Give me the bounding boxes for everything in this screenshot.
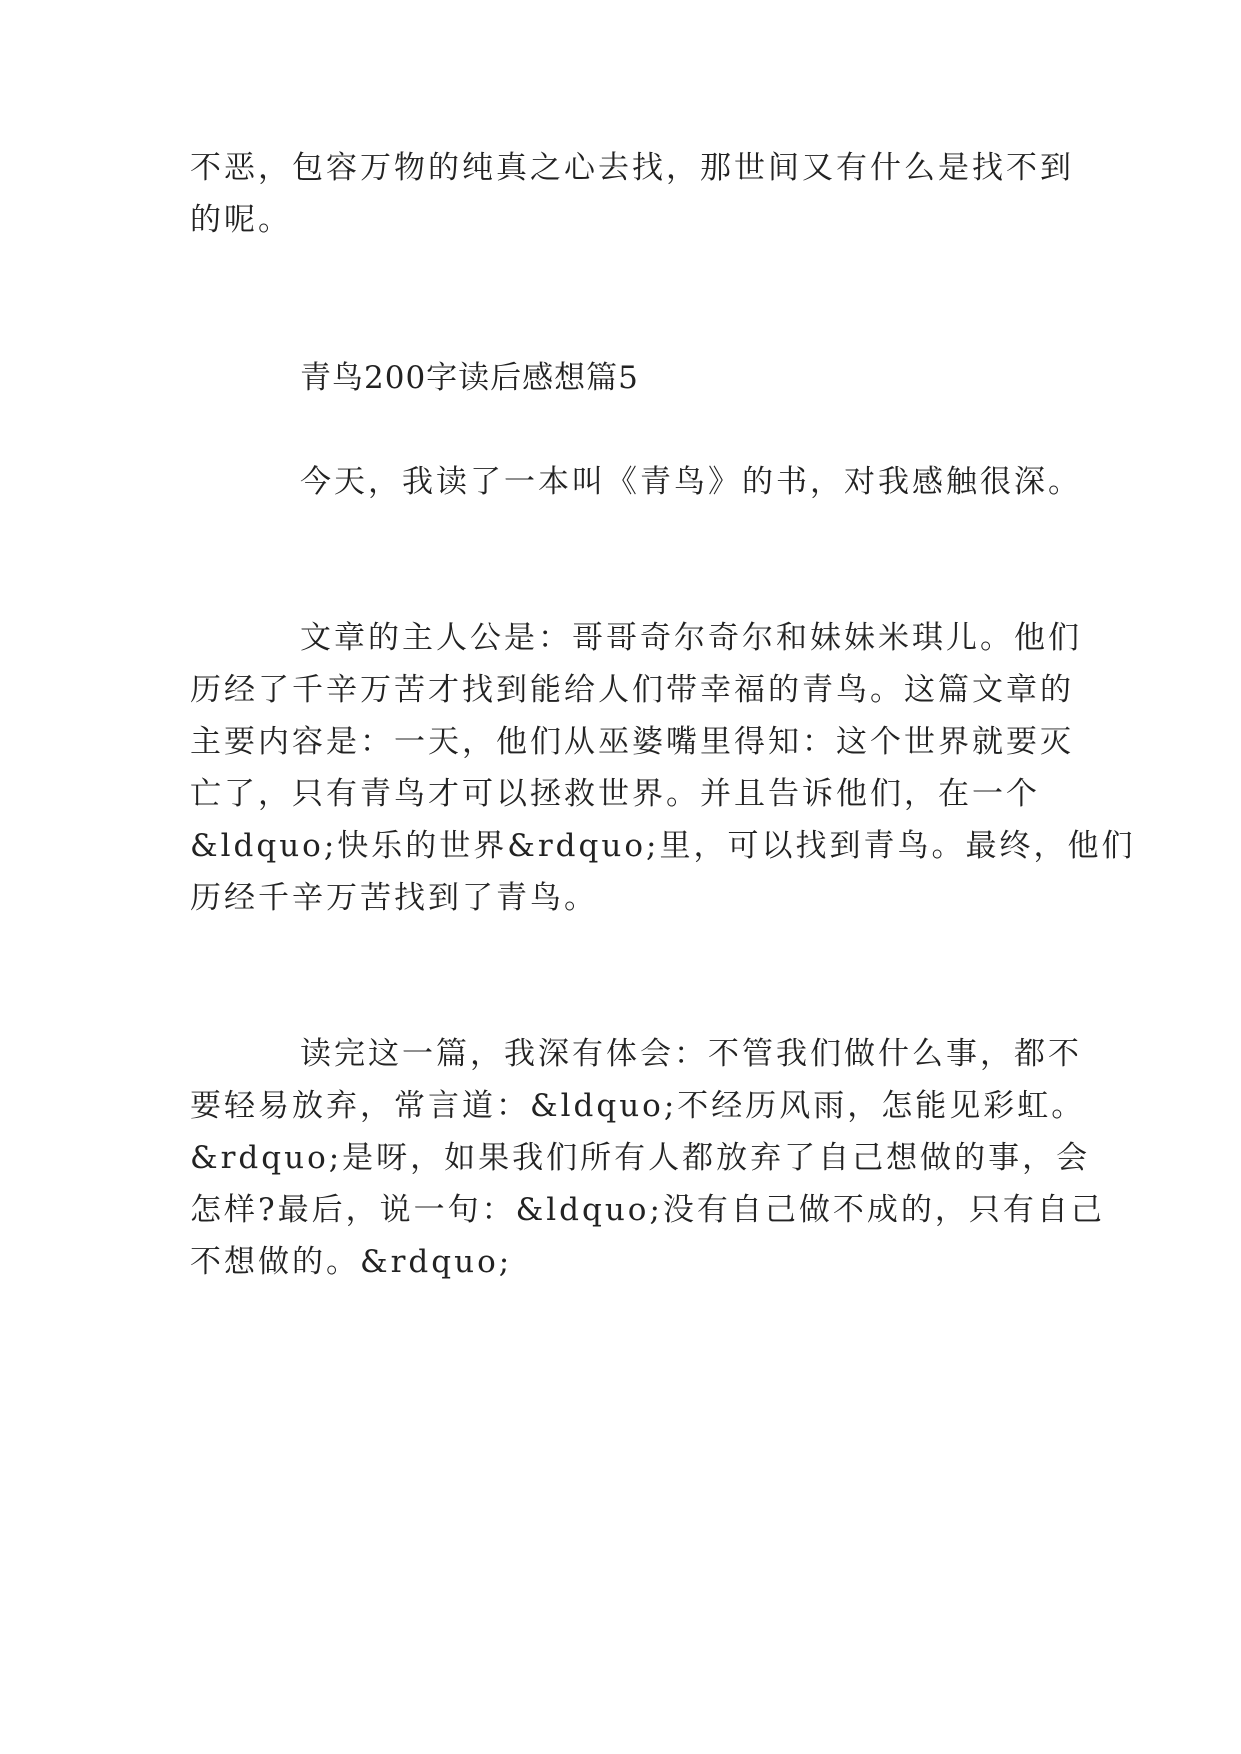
text-line: &ldquo;快乐的世界&rdquo;里，可以找到青鸟。最终，他们 bbox=[190, 828, 1136, 864]
text-line: 怎样?最后，说一句：&ldquo;没有自己做不成的，只有自己 bbox=[190, 1192, 1105, 1228]
text-line: 读完这一篇，我深有体会：不管我们做什么事，都不 bbox=[300, 1036, 1082, 1072]
text-line: 不想做的。&rdquo; bbox=[190, 1244, 513, 1280]
text-line: 文章的主人公是：哥哥奇尔奇尔和妹妹米琪儿。他们 bbox=[300, 620, 1082, 656]
text-line: 要轻易放弃，常言道：&ldquo;不经历风雨，怎能见彩虹。 bbox=[190, 1088, 1086, 1124]
text-line: 不恶，包容万物的纯真之心去找，那世间又有什么是找不到 bbox=[190, 150, 1074, 186]
text-line: 历经了千辛万苦才找到能给人们带幸福的青鸟。这篇文章的 bbox=[190, 672, 1074, 708]
paragraph-intro: 今天，我读了一本叫《青鸟》的书，对我感触很深。 bbox=[300, 464, 1082, 500]
text-line: 历经千辛万苦找到了青鸟。 bbox=[190, 880, 598, 916]
section-heading: 青鸟200字读后感想篇5 bbox=[300, 360, 639, 396]
text-line: 主要内容是：一天，他们从巫婆嘴里得知：这个世界就要灭 bbox=[190, 724, 1074, 760]
text-line: 的呢。 bbox=[190, 202, 292, 238]
text-line: 亡了，只有青鸟才可以拯救世界。并且告诉他们，在一个 bbox=[190, 776, 1040, 812]
text-line: &rdquo;是呀，如果我们所有人都放弃了自己想做的事，会 bbox=[190, 1140, 1091, 1176]
